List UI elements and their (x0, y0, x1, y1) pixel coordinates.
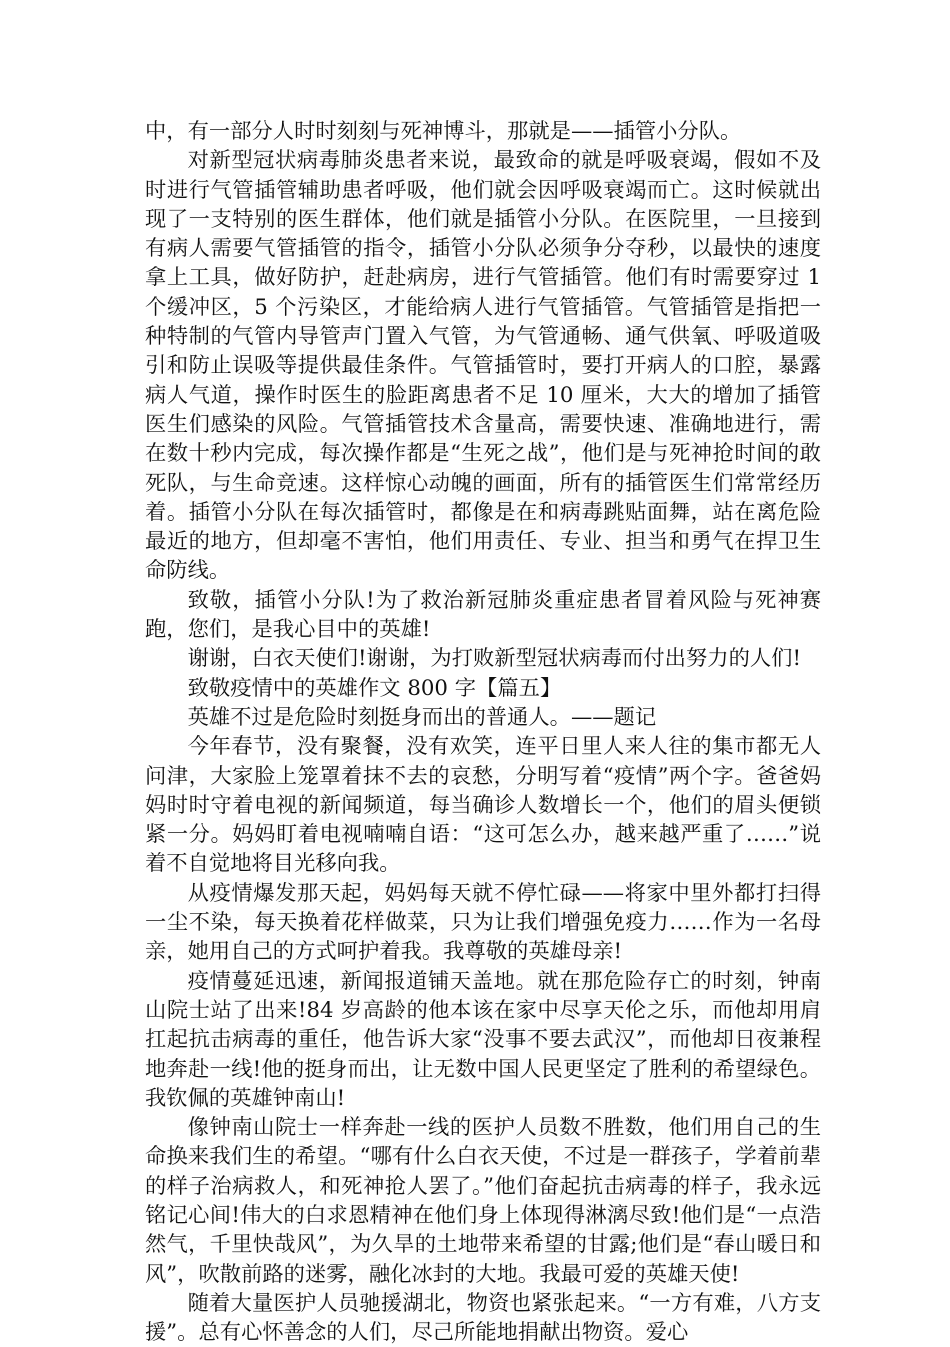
paragraph-continuation: 中，有一部分人时时刻刻与死神博斗，那就是——插管小分队。 (145, 119, 742, 144)
paragraph-thanks: 谢谢，白衣天使们!谢谢，为打败新型冠状病毒而付出努力的人们! (187, 646, 802, 672)
paragraph-intubation-team: 对新型冠状病毒肺炎患者来说，最致命的就是呼吸衰竭，假如不及时进行气管插管辅助患者呼吸，他们就会因呼吸衰竭而亡。这时候就出现了一支特别的医生群体，他们就是插管小分队。在医院里，一旦接到有病人需要气管插管的指令，插管小分队必须争分夺秒，以最快的速度拿上工具，做好防护，赶赴病房，进行气管插管。他们有时需要穿过 1 个缓冲区，5 个污染区，才能给病人进行气管插管。气管插管是指把一种特制的气管内导管声门置入气管，为气管通畅、通气供氧、呼吸道吸引和防止误吸等提供最佳条件。气管插管时，要打开病人的口腔，暴露病人气道，操作时医生的脸距离患者不足 10 厘米，大大的增加了插管医生们感染的风险。气管插管技术含量高，需要快速、准确地进行，需在数十秒内完成，每次操作都是“生死之战”，他们是与死神抢时间的敢死队，与生命竞速。这样惊心动魄的画面，所有的插管医生们常常经历着。插管小分队在每次插管时，都像是在和病毒跳贴面舞，站在离危险最近的地方，但却毫不害怕，他们用责任、专业、担当和勇气在捍卫生命防线。 (145, 148, 821, 584)
paragraph-spring-festival: 今年春节，没有聚餐，没有欢笑，连平日里人来人往的集市都无人问津，大家脸上笼罩着抹不去的哀愁，分明写着“疫情”两个字。爸爸妈妈时时守着电视的新闻频道，每当确诊人数增长一个，他们的眉头便锁紧一分。妈妈盯着电视喃喃自语：“这可怎么办，越来越严重了……”说着不自觉地将目光移向我。 (145, 734, 821, 877)
paragraph-supplies: 随着大量医护人员驰援湖北，物资也紧张起来。“一方有难，八方支援”。总有心怀善念的人们，尽己所能地捐献出物资。爱心 (145, 1290, 821, 1346)
section-heading: 致敬疫情中的英雄作文 800 字【篇五】 (187, 675, 562, 701)
epigraph: 英雄不过是危险时刻挺身而出的普通人。——题记 (187, 704, 657, 730)
paragraph-medical-staff: 像钟南山院士一样奔赴一线的医护人员数不胜数，他们用自己的生命换来我们生的希望。“哪有什么白衣天使，不过是一群孩子，学着前辈的样子治病救人，和死神抢人罢了。”他们奋起抗击病毒的样子，我永远铭记心间!伟大的白求恩精神在他们身上体现得淋漓尽致!他们是“一点浩然气，千里快哉风”，为久旱的土地带来希望的甘露;他们是“春山暖日和风”，吹散前路的迷雾，融化冰封的大地。我最可爱的英雄天使! (145, 1115, 821, 1287)
paragraph-zhong-nanshan: 疫情蔓延迅速，新闻报道铺天盖地。就在那危险存亡的时刻，钟南山院士站了出来!84 岁高龄的他本该在家中尽享天伦之乐，而他却用肩扛起抗击病毒的重任，他告诉大家“没事不要去武汉”，而他却日夜兼程地奔赴一线!他的挺身而出，让无数中国人民更坚定了胜利的希望绿色。我钦佩的英雄钟南山! (145, 968, 821, 1111)
paragraph-salute-team: 致敬，插管小分队!为了救治新冠肺炎重症患者冒着风险与死神赛跑，您们，是我心目中的英雄! (145, 587, 821, 643)
document-body (145, 117, 821, 1347)
paragraph-mother: 从疫情爆发那天起，妈妈每天就不停忙碌——将家中里外都打扫得一尘不染，每天换着花样做菜，只为让我们增强免疫力……作为一名母亲，她用自己的方式呵护着我。我尊敬的英雄母亲! (145, 880, 821, 965)
